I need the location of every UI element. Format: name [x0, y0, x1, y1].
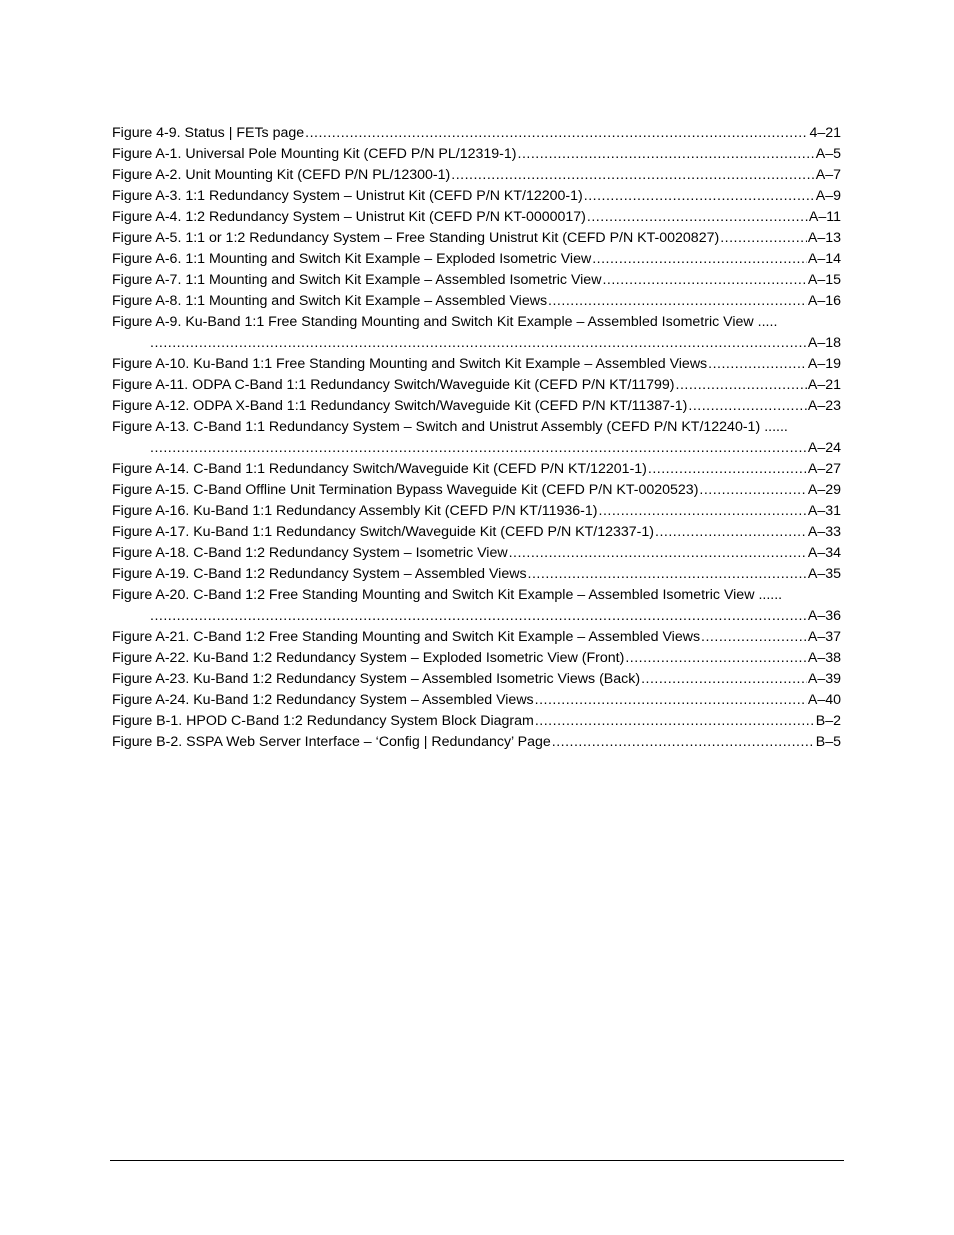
toc-entry-page: A–21 [807, 377, 841, 393]
toc-entry[interactable] [112, 249, 841, 270]
toc-entry-page: A–7 [815, 167, 841, 183]
dot-leader [720, 228, 807, 249]
toc-entry-label: Figure A-13. C-Band 1:1 Redundancy System – Switch and Unistrut Assembly (CEFD P/N KT/12240-1) [112, 419, 761, 435]
dot-leader [676, 375, 807, 396]
toc-entry[interactable] [112, 627, 841, 648]
toc-entry-label: Figure A-12. ODPA X-Band 1:1 Redundancy Switch/Waveguide Kit (CEFD P/N KT/11387-1) [112, 398, 688, 414]
dot-leader [688, 396, 806, 417]
toc-entry-page: A–19 [807, 356, 841, 372]
toc-entry-label: Figure A-19. C-Band 1:2 Redundancy System – Assembled Views [112, 566, 527, 582]
dot-leader [305, 123, 808, 144]
toc-entry[interactable] [112, 144, 841, 165]
toc-entry[interactable] [112, 648, 841, 669]
toc-entry-label: Figure A-4. 1:2 Redundancy System – Unistrut Kit (CEFD P/N KT-0000017) [112, 209, 586, 225]
toc-entry-page: A–24 [807, 440, 841, 456]
toc-entry-page: A–40 [807, 692, 841, 708]
toc-entry-label: Figure A-15. C-Band Offline Unit Termination Bypass Waveguide Kit (CEFD P/N KT-0020523) [112, 482, 699, 498]
dot-leader [625, 648, 807, 669]
toc-entry[interactable] [112, 690, 841, 711]
toc-entry[interactable] [112, 186, 841, 207]
toc-entry-label: Figure A-8. 1:1 Mounting and Switch Kit Example – Assembled Views [112, 293, 548, 309]
toc-entry[interactable] [112, 312, 841, 354]
dot-leader [584, 186, 815, 207]
toc-entry-page: A–9 [815, 188, 841, 204]
footer-rule [110, 1160, 844, 1161]
toc-entry-label: Figure A-3. 1:1 Redundancy System – Unistrut Kit (CEFD P/N KT/12200-1) [112, 188, 583, 204]
dot-leader [150, 438, 807, 459]
list-of-figures [112, 123, 841, 753]
dot-leader [451, 165, 814, 186]
dot-leader [701, 627, 807, 648]
toc-entry[interactable] [112, 669, 841, 690]
toc-entry-trailing-dots: ...... [758, 587, 783, 603]
toc-entry-page: A–18 [807, 335, 841, 351]
toc-entry[interactable] [112, 501, 841, 522]
toc-entry-page: A–33 [807, 524, 841, 540]
toc-entry-page: A–34 [807, 545, 841, 561]
toc-entry-label: Figure 4-9. Status | FETs page [112, 125, 305, 141]
toc-entry[interactable] [112, 270, 841, 291]
toc-entry-page: A–11 [808, 209, 841, 225]
toc-entry-page: 4–21 [809, 125, 841, 141]
toc-entry-page: A–36 [807, 608, 841, 624]
dot-leader [641, 669, 807, 690]
toc-entry[interactable] [112, 396, 841, 417]
toc-entry-label: Figure A-22. Ku-Band 1:2 Redundancy System – Exploded Isometric View (Front) [112, 650, 625, 666]
toc-entry[interactable] [112, 228, 841, 249]
toc-entry[interactable] [112, 543, 841, 564]
dot-leader [535, 690, 807, 711]
toc-entry[interactable] [112, 417, 841, 459]
toc-entry-label: Figure A-5. 1:1 or 1:2 Redundancy System – Free Standing Unistrut Kit (CEFD P/N KT-0020827) [112, 230, 720, 246]
dot-leader [150, 606, 807, 627]
dot-leader [587, 207, 808, 228]
toc-entry-page: A–37 [807, 629, 841, 645]
toc-entry-trailing-dots: ..... [757, 314, 778, 330]
toc-entry-page: A–16 [807, 293, 841, 309]
toc-entry-label: Figure A-1. Universal Pole Mounting Kit (CEFD P/N PL/12319-1) [112, 146, 517, 162]
dot-leader [648, 459, 807, 480]
toc-entry-page: A–31 [807, 503, 841, 519]
toc-entry[interactable] [112, 354, 841, 375]
toc-entry[interactable] [112, 123, 841, 144]
toc-entry-label: Figure A-11. ODPA C-Band 1:1 Redundancy Switch/Waveguide Kit (CEFD P/N KT/11799) [112, 377, 675, 393]
dot-leader [592, 249, 807, 270]
toc-entry[interactable] [112, 207, 841, 228]
toc-entry-page: A–27 [807, 461, 841, 477]
dot-leader [509, 543, 807, 564]
toc-entry-label: Figure A-18. C-Band 1:2 Redundancy System – Isometric View [112, 545, 508, 561]
toc-entry-trailing-dots: ...... [764, 419, 788, 435]
toc-entry-label: Figure A-2. Unit Mounting Kit (CEFD P/N PL/12300-1) [112, 167, 451, 183]
toc-entry[interactable] [112, 522, 841, 543]
toc-entry-label: Figure A-6. 1:1 Mounting and Switch Kit Example – Exploded Isometric View [112, 251, 592, 267]
toc-entry-label: Figure B-1. HPOD C-Band 1:2 Redundancy System Block Diagram [112, 713, 534, 729]
dot-leader [708, 354, 807, 375]
toc-entry[interactable] [112, 564, 841, 585]
toc-entry[interactable] [112, 732, 841, 753]
dot-leader [699, 480, 806, 501]
dot-leader [599, 501, 807, 522]
toc-entry-page: A–14 [807, 251, 841, 267]
toc-entry[interactable] [112, 165, 841, 186]
toc-entry-page: A–23 [807, 398, 841, 414]
toc-entry-label: Figure A-14. C-Band 1:1 Redundancy Switch/Waveguide Kit (CEFD P/N KT/12201-1) [112, 461, 647, 477]
toc-entry-label: Figure A-24. Ku-Band 1:2 Redundancy System – Assembled Views [112, 692, 534, 708]
toc-entry-label: Figure A-10. Ku-Band 1:1 Free Standing Mounting and Switch Kit Example – Assembled Views [112, 356, 708, 372]
dot-leader [548, 291, 807, 312]
toc-entry-label: Figure B-2. SSPA Web Server Interface – ‘Config | Redundancy’ Page [112, 734, 551, 750]
toc-entry-label: Figure A-21. C-Band 1:2 Free Standing Mounting and Switch Kit Example – Assembled Views [112, 629, 701, 645]
toc-entry-label: Figure A-20. C-Band 1:2 Free Standing Mounting and Switch Kit Example – Assembled Isometric View [112, 587, 755, 603]
toc-entry-page: A–15 [807, 272, 841, 288]
dot-leader [602, 270, 806, 291]
toc-entry[interactable] [112, 459, 841, 480]
toc-entry-page: A–13 [807, 230, 841, 246]
toc-entry-page: B–2 [815, 713, 841, 729]
toc-entry-page: A–5 [815, 146, 841, 162]
toc-entry[interactable] [112, 585, 841, 627]
toc-entry-label: Figure A-23. Ku-Band 1:2 Redundancy System – Assembled Isometric Views (Back) [112, 671, 641, 687]
dot-leader [655, 522, 807, 543]
toc-entry-page: A–38 [807, 650, 841, 666]
toc-entry[interactable] [112, 375, 841, 396]
dot-leader [552, 732, 815, 753]
toc-entry-page: A–29 [807, 482, 841, 498]
dot-leader [150, 333, 807, 354]
dot-leader [535, 711, 815, 732]
toc-entry-label: Figure A-16. Ku-Band 1:1 Redundancy Assembly Kit (CEFD P/N KT/11936-1) [112, 503, 598, 519]
toc-entry-label: Figure A-7. 1:1 Mounting and Switch Kit Example – Assembled Isometric View [112, 272, 602, 288]
toc-entry-label: Figure A-17. Ku-Band 1:1 Redundancy Switch/Waveguide Kit (CEFD P/N KT/12337-1) [112, 524, 655, 540]
toc-entry-page: A–35 [807, 566, 841, 582]
dot-leader [528, 564, 807, 585]
dot-leader [518, 144, 815, 165]
toc-entry[interactable] [112, 480, 841, 501]
toc-entry-label: Figure A-9. Ku-Band 1:1 Free Standing Mounting and Switch Kit Example – Assembled Isometric View [112, 314, 754, 330]
toc-entry-page: A–39 [807, 671, 841, 687]
toc-entry[interactable] [112, 711, 841, 732]
toc-entry[interactable] [112, 291, 841, 312]
toc-entry-page: B–5 [815, 734, 841, 750]
